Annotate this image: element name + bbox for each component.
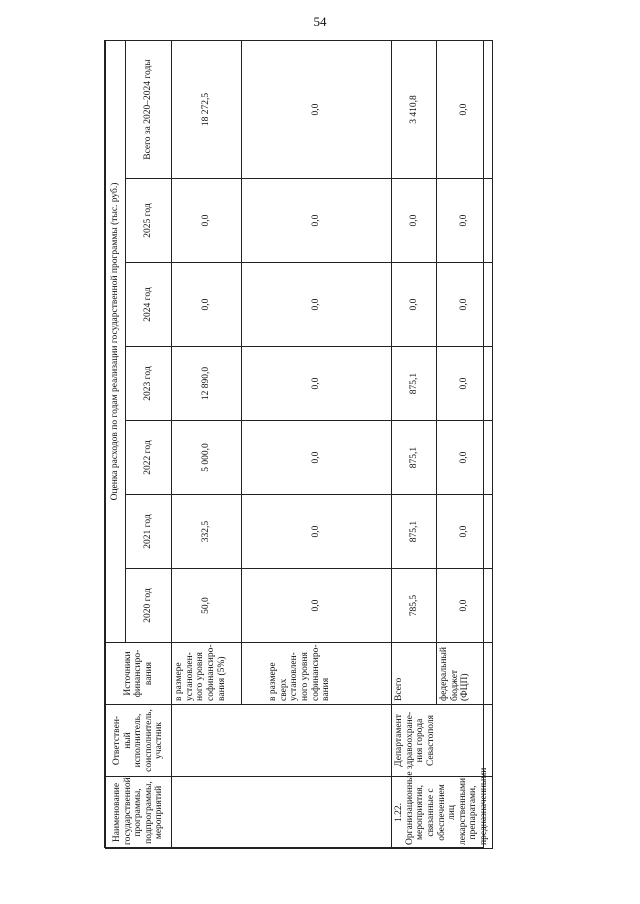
cell-name xyxy=(172,777,392,849)
cell-value: 0,0 xyxy=(242,569,392,643)
header-year: 2021 год xyxy=(126,495,172,569)
header-executor: Ответствен-ный исполнитель, соисполнитель, участник xyxy=(106,705,172,777)
cell-value: 0,0 xyxy=(436,40,492,178)
rotated-table-container xyxy=(105,41,489,849)
cell-value: 0,0 xyxy=(242,40,392,178)
cell-value: 12 890,0 xyxy=(172,347,242,421)
cell-value: 0,0 xyxy=(242,179,392,263)
header-total: Всего за 2020–2024 годы xyxy=(126,40,172,178)
header-year: 2020 год xyxy=(126,569,172,643)
cell-value: 0,0 xyxy=(242,421,392,495)
cell-value: 0,0 xyxy=(392,179,437,263)
table-row xyxy=(172,40,242,848)
cell-source: федеральный бюджет (ФЦП) xyxy=(436,643,492,705)
table-row xyxy=(392,40,437,848)
cell-value: 875,1 xyxy=(392,495,437,569)
cell-value: 875,1 xyxy=(392,347,437,421)
header-name: Наименование государственной программы, подпрограммы, мероприятий xyxy=(106,777,172,849)
cell-source: в размере установлен-ного уровня софинансиро-вания (5%) xyxy=(172,643,242,705)
cell-value: 0,0 xyxy=(242,495,392,569)
table-frame xyxy=(104,40,489,848)
cell-value: 5 000,0 xyxy=(172,421,242,495)
cell-value: 0,0 xyxy=(436,347,492,421)
cell-value: 3 410,8 xyxy=(392,40,437,178)
cell-value: 0,0 xyxy=(242,263,392,347)
cell-value: 50,0 xyxy=(172,569,242,643)
cell-executor xyxy=(172,705,392,777)
expenditure-table xyxy=(105,40,493,849)
cell-value: 0,0 xyxy=(392,263,437,347)
cell-value: 0,0 xyxy=(436,569,492,643)
cell-value: 875,1 xyxy=(392,421,437,495)
header-estimate: Оценка расходов по годам реализации государственной программы (тыс. руб.) xyxy=(106,40,126,642)
cell-value: 785,5 xyxy=(392,569,437,643)
cell-value: 0,0 xyxy=(436,179,492,263)
page-number: 54 xyxy=(313,14,327,29)
cell-value: 0,0 xyxy=(436,421,492,495)
cell-value: 332,5 xyxy=(172,495,242,569)
header-year: 2023 год xyxy=(126,347,172,421)
cell-value: 0,0 xyxy=(242,347,392,421)
cell-value: 0,0 xyxy=(172,179,242,263)
header-year: 2024 год xyxy=(126,263,172,347)
cell-source: Всего xyxy=(392,643,437,705)
cell-value: 0,0 xyxy=(172,263,242,347)
cell-value: 0,0 xyxy=(436,263,492,347)
header-source: Источники финансиро-вания xyxy=(106,643,172,705)
cell-executor: Департамент здравоохране-ния города Севастополя xyxy=(392,705,493,777)
header-year: 2025 год xyxy=(126,179,172,263)
cell-value: 0,0 xyxy=(436,495,492,569)
cell-value: 18 272,5 xyxy=(172,40,242,178)
cell-name: 1.22. Организационные мероприятия, связанные с обеспечением лиц лекарственными препаратами, предназначенными xyxy=(392,777,493,849)
cell-source: в размере сверх установлен-ного уровня софинансиро-вания xyxy=(242,643,392,705)
header-year: 2022 год xyxy=(126,421,172,495)
